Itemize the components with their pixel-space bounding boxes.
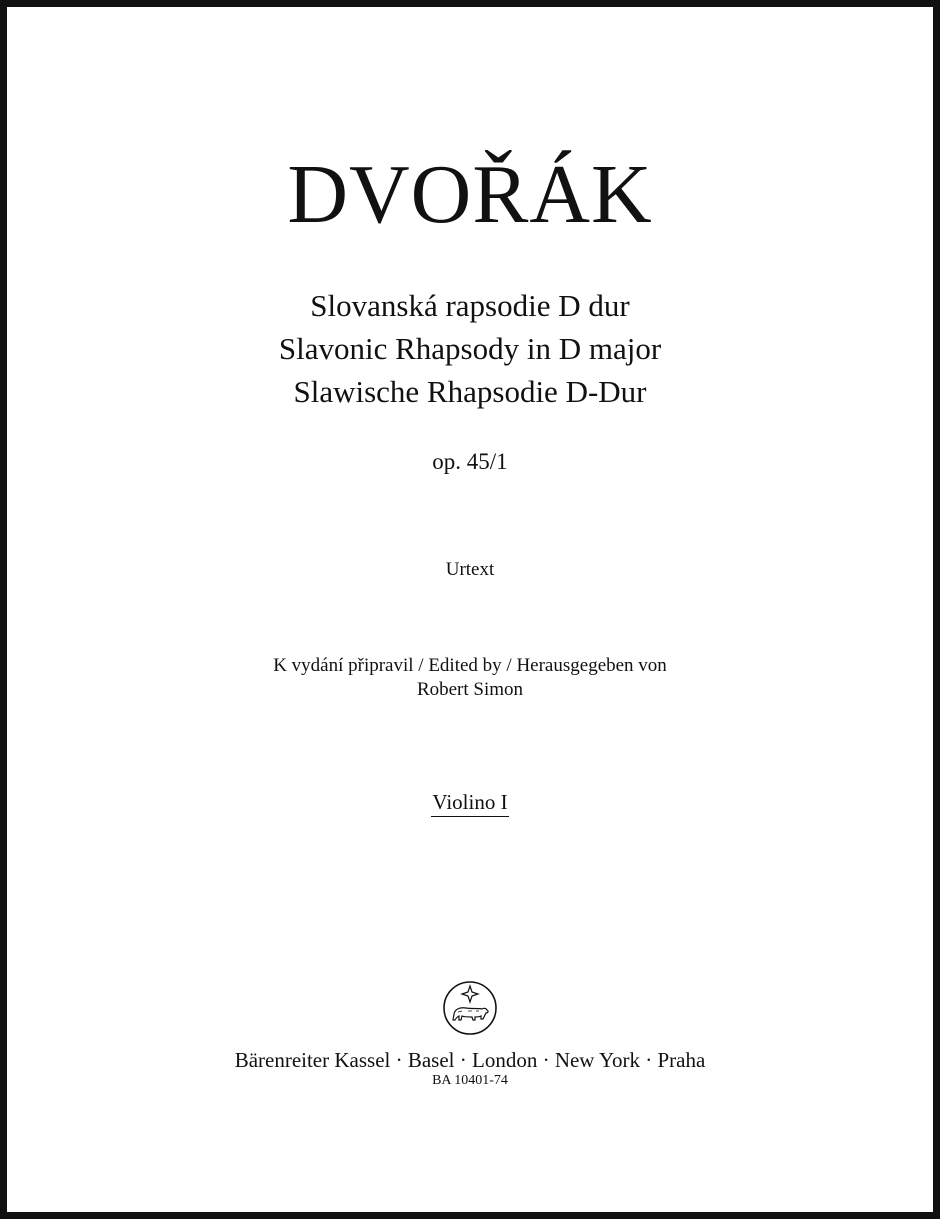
instrument-name: Violino I (431, 789, 508, 817)
composer-name: DVOŘÁK (287, 148, 653, 241)
catalog-number: BA 10401-74 (432, 1073, 508, 1088)
instrument-block (7, 789, 933, 817)
opus-number: op. 45/1 (432, 449, 508, 474)
title-english: Slavonic Rhapsody in D major (278, 331, 662, 366)
editor-name: Robert Simon (416, 679, 524, 700)
publisher-line: Bärenreiter Kassel · Basel · London · New York · Praha (234, 1048, 706, 1072)
edition-type: Urtext (445, 559, 495, 580)
editor-block (7, 654, 933, 702)
title-czech: Slovanská rapsodie D dur (310, 288, 630, 323)
baerenreiter-bear-icon (442, 980, 498, 1036)
editor-credit: K vydání připravil / Edited by / Herausgegeben von (273, 655, 667, 676)
work-titles (7, 284, 933, 413)
title-german: Slawische Rhapsodie D-Dur (293, 374, 647, 409)
